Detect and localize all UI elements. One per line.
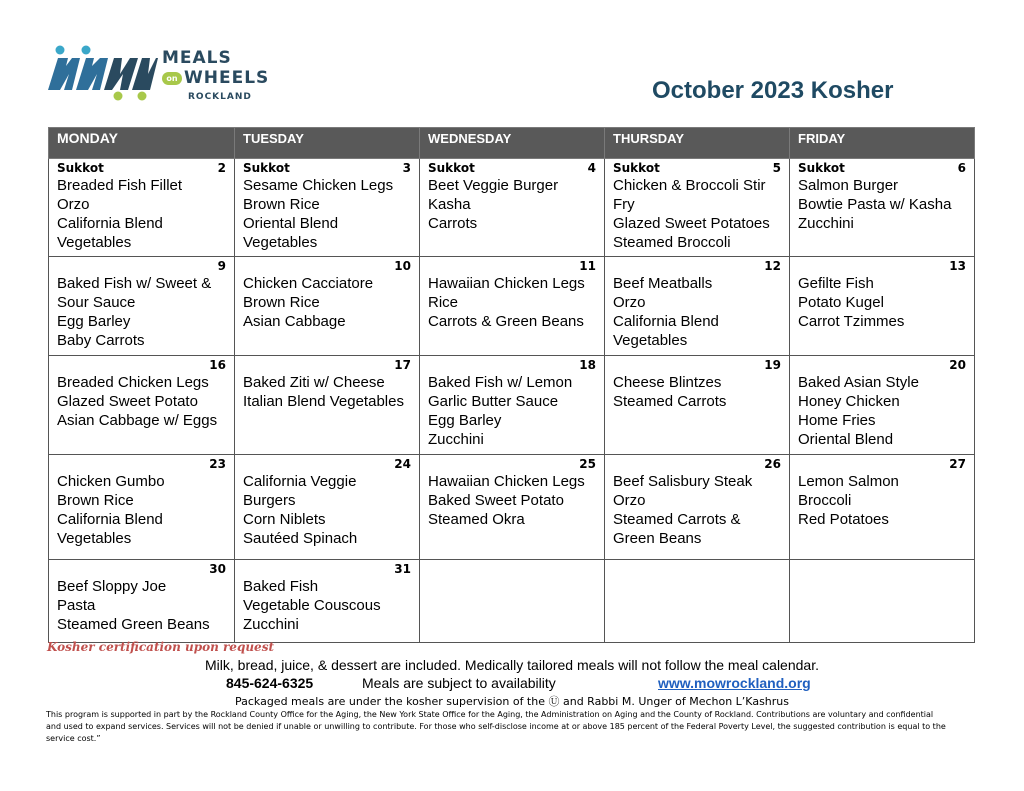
day-cell-header: [613, 161, 781, 176]
meal-item: Baked Fish w/ Sweet & Sour Sauce: [57, 275, 212, 311]
day-cell-header: [243, 161, 411, 176]
logo-meals-text: MEALS: [162, 48, 232, 68]
day-number: 23: [209, 457, 226, 471]
week-row: [49, 455, 975, 560]
included-note: Milk, bread, juice, & dessert are included. Medically tailored meals will not follow the meal calendar.: [205, 657, 819, 673]
meal-item: Salmon Burger: [798, 177, 899, 194]
meal-item: Brown Rice: [243, 196, 320, 213]
day-cell: [605, 257, 790, 356]
meal-item: Steamed Carrots & Green Beans: [613, 511, 741, 547]
logo-rockland-text: ROCKLAND: [188, 92, 252, 102]
day-cell: [49, 455, 235, 560]
logo-wheels-text: WHEELS: [184, 68, 270, 88]
day-number: 9: [217, 259, 226, 273]
meal-item: Hawaiian Chicken Legs: [428, 275, 585, 292]
header-thursday: THURSDAY: [605, 128, 790, 159]
meal-item: Carrot Tzimmes: [798, 313, 905, 330]
day-cell: [420, 560, 605, 643]
meal-item: Vegetable Couscous: [243, 597, 381, 614]
day-cell: [790, 257, 975, 356]
meal-item: Oriental Blend: [798, 431, 894, 448]
day-cell: [49, 560, 235, 643]
meal-item: Steamed Carrots: [613, 393, 727, 410]
holiday-label: Sukkot: [243, 161, 290, 175]
day-cell-header: [57, 161, 226, 176]
website-link[interactable]: www.mowrockland.org: [658, 675, 811, 691]
meal-item: Baked Ziti w/ Cheese: [243, 374, 385, 391]
day-number: 11: [579, 259, 596, 273]
day-cell-header: [428, 161, 596, 176]
meal-item: Bowtie Pasta w/ Kasha: [798, 196, 952, 213]
meal-item: Potato Kugel: [798, 294, 884, 311]
meal-item: Glazed Sweet Potato: [57, 393, 198, 410]
meal-item: California Blend Vegetables: [57, 511, 163, 547]
meal-item: Egg Barley: [57, 313, 131, 330]
meal-item: Lemon Salmon: [798, 473, 899, 490]
day-cell: [420, 257, 605, 356]
meal-item: Baked Sweet Potato: [428, 492, 564, 509]
meal-item: Oriental Blend Vegetables: [243, 215, 339, 251]
meal-item: Rice: [428, 294, 459, 311]
day-number: 16: [209, 358, 226, 372]
meal-item: Chicken Cacciatore: [243, 275, 374, 292]
meal-item: Corn Niblets: [243, 511, 326, 528]
funding-disclaimer: This program is supported in part by the Rockland County Office for the Aging, the New York State Office for the Aging, the Administration on Aging and the County of Rockland. Contributions are voluntary and confidential and used to expand services. Services will not be denied if unable or unwilling to contribute. For those who self-disclose income at or above 185 percent of the Federal Poverty Level, the suggested contribution is equal to the service cost.”: [46, 710, 946, 743]
day-cell: [49, 159, 235, 257]
meal-item: Orzo: [613, 492, 646, 509]
day-number: 17: [394, 358, 411, 372]
meal-item: Broccoli: [798, 492, 852, 509]
meal-item: Beef Meatballs: [613, 275, 713, 292]
header-friday: FRIDAY: [790, 128, 975, 159]
day-number: 24: [394, 457, 411, 471]
week-row: [49, 356, 975, 455]
meal-item: Cheese Blintzes: [613, 374, 722, 391]
meal-item: Orzo: [613, 294, 646, 311]
meal-item: Baked Fish w/ Lemon Garlic Butter Sauce: [428, 374, 573, 410]
meal-item: Egg Barley: [428, 412, 502, 429]
meal-item: Pasta: [57, 597, 96, 614]
meal-item: Red Potatoes: [798, 511, 889, 528]
day-cell: [49, 356, 235, 455]
meal-item: Italian Blend Vegetables: [243, 393, 404, 410]
day-number: 27: [949, 457, 966, 471]
day-number: 10: [394, 259, 411, 273]
meal-item: Kasha: [428, 196, 471, 213]
meal-item: Baked Fish: [243, 578, 319, 595]
day-number: 13: [949, 259, 966, 273]
day-cell: [235, 455, 420, 560]
day-number: 25: [579, 457, 596, 471]
day-cell: [605, 159, 790, 257]
kosher-supervision-note: Packaged meals are under the kosher supervision of the Ⓤ and Rabbi M. Unger of Mechon L’Kashrus: [234, 695, 789, 708]
meal-item: Breaded Fish Fillet: [57, 177, 183, 194]
day-number: 19: [764, 358, 781, 372]
day-cell: [605, 356, 790, 455]
day-cell: [235, 257, 420, 356]
meal-item: Sesame Chicken Legs: [243, 177, 394, 194]
meal-item: Zucchini: [798, 215, 854, 232]
day-number: 12: [764, 259, 781, 273]
day-number: 30: [209, 562, 226, 576]
day-cell: [790, 356, 975, 455]
meal-item: Beet Veggie Burger: [428, 177, 559, 194]
day-number: 31: [394, 562, 411, 576]
day-cell-header: [798, 161, 966, 176]
day-number: 2: [217, 161, 226, 175]
meal-item: Chicken Gumbo: [57, 473, 165, 490]
day-number: 18: [579, 358, 596, 372]
day-cell: [420, 455, 605, 560]
meal-item: California Blend Vegetables: [57, 215, 163, 251]
day-cell: [49, 257, 235, 356]
day-number: 3: [402, 161, 411, 175]
header-wednesday: WEDNESDAY: [420, 128, 605, 159]
meal-item: Glazed Sweet Potatoes: [613, 215, 770, 232]
week-row: [49, 257, 975, 356]
day-cell: [790, 159, 975, 257]
day-cell: [605, 455, 790, 560]
day-number: 26: [764, 457, 781, 471]
header-tuesday: TUESDAY: [235, 128, 420, 159]
meal-item: Steamed Okra: [428, 511, 525, 528]
phone-number: 845-624-6325: [226, 675, 314, 691]
meal-item: Sautéed Spinach: [243, 530, 358, 547]
meal-item: Chicken & Broccoli Stir Fry: [613, 177, 766, 213]
meal-item: Beef Salisbury Steak: [613, 473, 753, 490]
day-number: 4: [587, 161, 596, 175]
meal-item: Asian Cabbage w/ Eggs: [57, 412, 218, 429]
holiday-label: Sukkot: [428, 161, 475, 175]
week-row: [49, 159, 975, 257]
meal-item: Steamed Broccoli: [613, 234, 731, 251]
logo-mark-icon: [46, 44, 158, 102]
meal-item: Carrots & Green Beans: [428, 313, 584, 330]
holiday-label: Sukkot: [798, 161, 845, 175]
day-cell: [235, 159, 420, 257]
meal-item: Hawaiian Chicken Legs: [428, 473, 585, 490]
meal-item: Orzo: [57, 196, 90, 213]
meal-item: Home Fries: [798, 412, 876, 429]
day-cell: [235, 356, 420, 455]
day-cell: [790, 560, 975, 643]
day-cell: [790, 455, 975, 560]
meal-item: Brown Rice: [57, 492, 134, 509]
meal-item: California Blend Vegetables: [613, 313, 719, 349]
meal-item: Steamed Green Beans: [57, 616, 210, 633]
day-number: 5: [772, 161, 781, 175]
holiday-label: Sukkot: [57, 161, 104, 175]
day-cell: [420, 159, 605, 257]
meal-item: Baked Asian Style Honey Chicken: [798, 374, 919, 410]
menu-calendar: [48, 127, 975, 643]
day-number: 20: [949, 358, 966, 372]
week-row: [49, 560, 975, 643]
meal-item: Breaded Chicken Legs: [57, 374, 209, 391]
meal-item: Baby Carrots: [57, 332, 145, 349]
meal-item: Asian Cabbage: [243, 313, 346, 330]
meal-item: Zucchini: [243, 616, 299, 633]
availability-note: Meals are subject to availability: [362, 675, 556, 691]
logo: [46, 44, 270, 102]
meal-item: Gefilte Fish: [798, 275, 874, 292]
holiday-label: Sukkot: [613, 161, 660, 175]
day-cell: [235, 560, 420, 643]
weekday-header-row: [49, 128, 975, 159]
day-cell: [420, 356, 605, 455]
kosher-certification-note: Kosher certification upon request: [47, 640, 274, 654]
meal-item: California Veggie Burgers: [243, 473, 357, 509]
day-number: 6: [957, 161, 966, 175]
header-monday: MONDAY: [49, 128, 235, 159]
meal-item: Brown Rice: [243, 294, 320, 311]
meal-item: Zucchini: [428, 431, 484, 448]
meal-item: Beef Sloppy Joe: [57, 578, 167, 595]
day-cell: [605, 560, 790, 643]
meal-item: Carrots: [428, 215, 478, 232]
logo-on-badge: on: [162, 72, 182, 85]
page-title: October 2023 Kosher: [652, 77, 894, 104]
